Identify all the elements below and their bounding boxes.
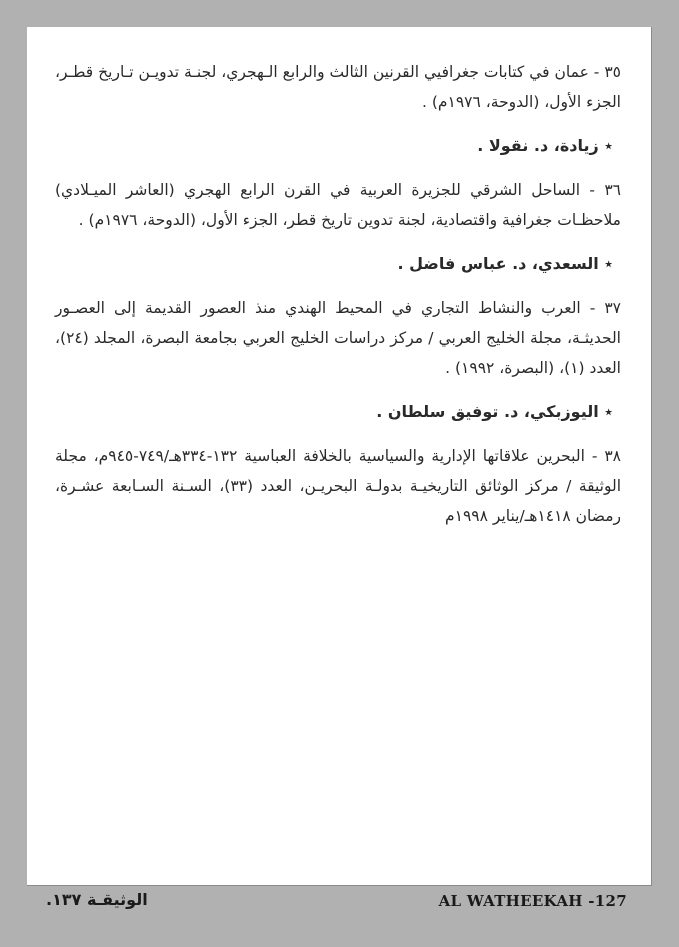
reference-text: ٣٧ - العرب والنشاط التجاري في المحيط الهندي منذ العصور القديمة إلى العصـور الحديثـة، مجلة الخليج العربي / مركز دراسات الخليج العربي بجامعة البصرة، المجلد (٢٤)، العدد (١)، (البصرة، ١٩٩٢) . [55,299,621,377]
document-sheet [27,27,652,886]
reference-36 [55,175,621,235]
author-heading-ziyada: ٭ زيادة، د. نقولا . [477,136,613,155]
footer-journal-page: AL WATHEEKAH -127 [438,892,627,910]
reference-text: ٣٦ - الساحل الشرقي للجزيرة العربية في القرن الرابع الهجري (العاشر الميـلادي) ملاحظـات جغرافية واقتصادية، لجنة تدوين تاريخ قطر، الجزء الأول، (الدوحة، ١٩٧٦م) . [55,181,621,229]
reference-37 [55,293,621,383]
reference-38 [55,441,621,531]
bibliography-list [55,57,621,545]
author-heading-yuzbaki: ٭ اليوزبكي، د. توفيق سلطان . [376,402,613,421]
footer-journal-page-arabic: الوثيقـة ١٣٧. [46,890,148,909]
reference-text: ٣٥ - عمان في كتابات جغرافيي القرنين الثالث والرابع الـهجري، لجنـة تدويـن تـاريخ قطـر، الجزء الأول، (الدوحة، ١٩٧٦م) . [55,63,621,111]
reference-35 [55,57,621,117]
author-heading-saadi: ٭ السعدي، د. عباس فاضل . [397,254,613,273]
reference-text: ٣٨ - البحرين علاقاتها الإدارية والسياسية بالخلافة العباسية ١٣٢-٣٣٤هـ/٧٤٩-٩٤٥م، مجلة الوثيقة / مركز الوثائق التاريخيـة بدولـة البحريـن، العدد (٣٣)، السـنة السـابعة عشـرة، رمضان ١٤١٨هـ/يناير ١٩٩٨م [55,447,621,525]
